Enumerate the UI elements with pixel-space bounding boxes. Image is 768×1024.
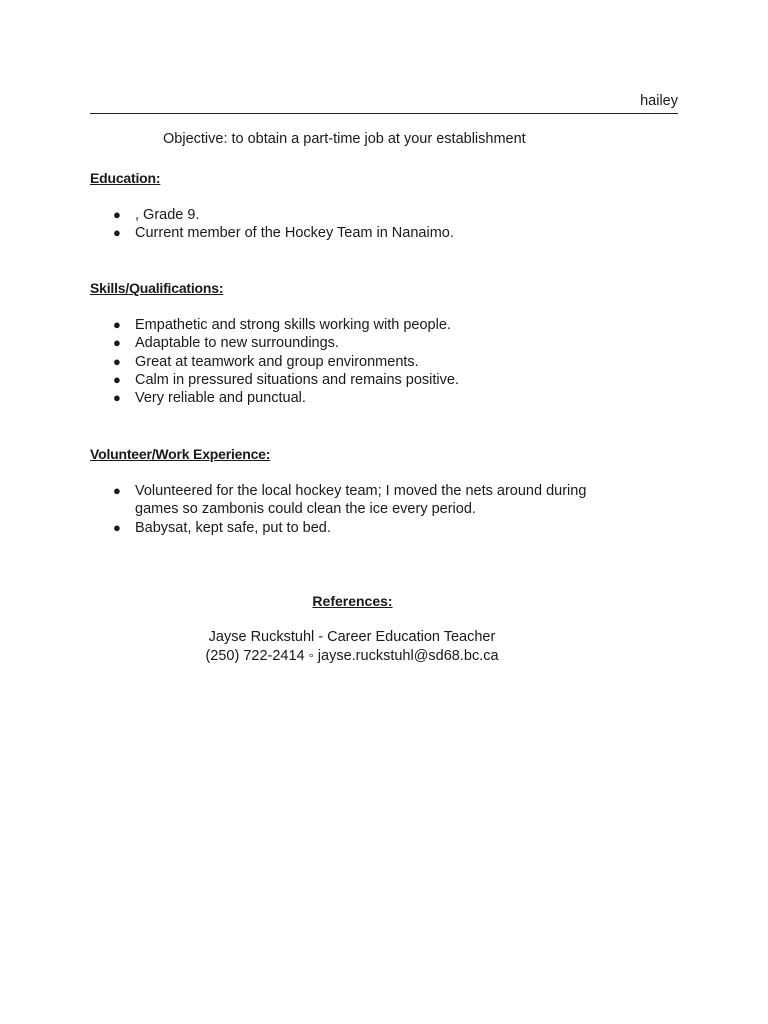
education-heading: Education:: [90, 170, 161, 186]
reference-name-title: Jayse Ruckstuhl - Career Education Teacher: [208, 629, 496, 645]
list-item: [90, 206, 630, 224]
bullet-icon: ●: [113, 483, 121, 498]
skills-heading: Skills/Qualifications:: [90, 280, 224, 296]
list-item: [90, 224, 630, 242]
skill-item-text: Calm in pressured situations and remains positive.: [135, 371, 459, 388]
list-item: [90, 316, 630, 334]
experience-heading: Volunteer/Work Experience:: [90, 446, 271, 462]
skills-list: [90, 316, 630, 407]
experience-list: [90, 482, 610, 537]
bullet-icon: ●: [113, 353, 121, 369]
education-item-text: , Grade 9.: [135, 207, 200, 223]
list-item: [90, 353, 630, 371]
skill-item-text: Great at teamwork and group environments.: [135, 353, 419, 370]
skill-item-text: Empathetic and strong skills working with people.: [135, 317, 451, 333]
bullet-icon: ●: [113, 371, 121, 387]
skill-item-text: Adaptable to new surroundings.: [135, 335, 339, 352]
education-item-text: Current member of the Hockey Team in Nanaimo.: [135, 225, 454, 242]
header-divider: [90, 113, 678, 114]
education-list: [90, 206, 630, 243]
bullet-icon: ●: [113, 335, 121, 351]
skill-item-text: Very reliable and punctual.: [135, 390, 306, 407]
bullet-icon: ●: [113, 519, 121, 535]
reference-contact: (250) 722-2414 ◦ jayse.ruckstuhl@sd68.bc.ca: [205, 648, 499, 664]
list-item: [90, 482, 610, 519]
objective-text: Objective: to obtain a part-time job at your establishment: [163, 131, 526, 147]
list-item: [90, 389, 630, 407]
bullet-icon: ●: [113, 225, 121, 241]
experience-item-text: Babysat, kept safe, put to bed.: [135, 519, 331, 536]
applicant-name: hailey: [640, 93, 678, 109]
list-item: [90, 371, 630, 389]
bullet-icon: ●: [113, 390, 121, 406]
experience-item-text: Volunteered for the local hockey team; I moved the nets around during games so zambonis could clean the ice every period.: [135, 483, 587, 518]
bullet-icon: ●: [113, 317, 121, 332]
bullet-icon: ●: [113, 207, 121, 222]
list-item: [90, 334, 630, 352]
list-item: [90, 519, 610, 537]
references-heading: References:: [312, 593, 393, 609]
